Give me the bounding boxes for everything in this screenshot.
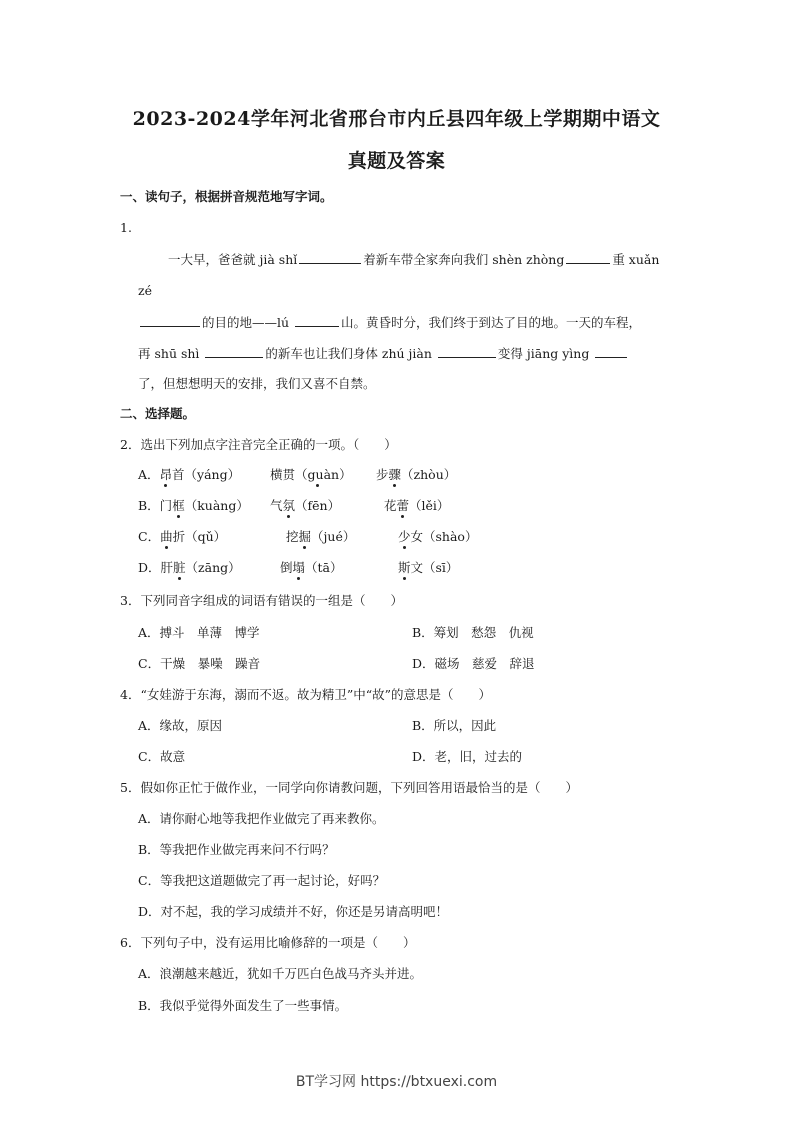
q2-option-d-item2: 倒塌（tā） bbox=[280, 560, 343, 575]
q2-option-b[interactable]: B．门框（kuàng） bbox=[138, 498, 249, 513]
q4-option-d[interactable]: D．老，旧，过去的 bbox=[412, 749, 523, 764]
q3-option-c[interactable]: C．干燥 暴噪 躁音 bbox=[138, 656, 261, 671]
q2-option-b-item3: 花蕾（lěi） bbox=[384, 498, 450, 513]
q3-option-b[interactable]: B．筹划 愁怨 仇视 bbox=[412, 625, 534, 640]
q1-text: 重 xuǎn bbox=[612, 252, 660, 267]
question-2-stem: 2．选出下列加点字注音完全正确的一项。（ ） bbox=[120, 437, 397, 452]
question-1-number: 1. bbox=[120, 220, 132, 235]
question-6-stem: 6．下列句子中，没有运用比喻修辞的一项是（ ） bbox=[120, 935, 416, 950]
q2-option-d-item3: 斯文（sī） bbox=[398, 560, 459, 575]
q3-option-a[interactable]: A．搏斗 单薄 博学 bbox=[138, 625, 260, 640]
answer-blank[interactable] bbox=[299, 251, 361, 264]
answer-blank[interactable] bbox=[438, 345, 496, 358]
section1-heading: 一、读句子，根据拼音规范地写字词。 bbox=[120, 189, 333, 204]
q4-option-c[interactable]: C．故意 bbox=[138, 749, 186, 764]
answer-blank[interactable] bbox=[566, 251, 610, 264]
answer-blank[interactable] bbox=[205, 345, 263, 358]
q1-text: 的新车也让我们身体 zhú jiàn bbox=[265, 346, 432, 361]
q2-option-a[interactable]: A．昂首（yáng） bbox=[138, 467, 241, 482]
q3-option-d[interactable]: D．磁场 慈爱 辞退 bbox=[412, 656, 535, 671]
q4-option-a[interactable]: A．缘故，原因 bbox=[138, 718, 223, 733]
q1-paragraph-line1b: zé bbox=[138, 283, 152, 298]
section2-heading: 二、选择题。 bbox=[120, 406, 196, 421]
answer-blank[interactable] bbox=[595, 345, 627, 358]
answer-blank[interactable] bbox=[295, 314, 339, 327]
q2-option-c[interactable]: C．曲折（qǔ） bbox=[138, 529, 227, 544]
q5-option-a[interactable]: A．请你耐心地等我把作业做完了再来教你。 bbox=[138, 811, 385, 826]
page-title-line2: 真题及答案 bbox=[347, 150, 446, 172]
question-5-stem: 5．假如你正忙于做作业，一同学向你请教问题，下列回答用语最恰当的是（ ） bbox=[120, 780, 578, 795]
q2-option-b-item2: 气氛（fēn） bbox=[270, 498, 341, 513]
q6-option-a[interactable]: A．浪潮越来越近，犹如千万匹白色战马齐头并进。 bbox=[138, 966, 423, 981]
q4-option-b[interactable]: B．所以，因此 bbox=[412, 718, 497, 733]
q1-text: 山。黄昏时分，我们终于到达了目的地。一天的车程， bbox=[341, 315, 642, 330]
q6-option-b[interactable]: B．我似乎觉得外面发生了一些事情。 bbox=[138, 998, 348, 1013]
q2-option-a-item3: 步骤（zhòu） bbox=[376, 467, 457, 482]
q1-paragraph-line3 bbox=[138, 345, 629, 362]
page-title-line1: 2023-2024学年河北省邢台市内丘县四年级上学期期中语文 bbox=[132, 108, 661, 130]
q2-option-a-item2: 横贯（guàn） bbox=[270, 467, 352, 482]
q1-text: 再 shū shì bbox=[138, 346, 200, 361]
q1-paragraph-line4: 了，但想想明天的安排，我们又喜不自禁。 bbox=[138, 376, 376, 391]
q1-text: 着新车带全家奔向我们 shèn zhòng bbox=[363, 252, 565, 267]
q5-option-d[interactable]: D．对不起，我的学习成绩并不好，你还是另请高明吧！ bbox=[138, 904, 449, 919]
q5-option-b[interactable]: B．等我把作业做完再来问不行吗？ bbox=[138, 842, 335, 857]
q1-text: 一大早，爸爸就 jià shǐ bbox=[168, 252, 298, 267]
q1-paragraph-line1 bbox=[168, 251, 659, 268]
question-3-stem: 3．下列同音字组成的词语有错误的一组是（ ） bbox=[120, 593, 403, 608]
q2-option-c-item2: 挖掘（jué） bbox=[286, 529, 356, 544]
question-4-stem: 4．“女娃游于东海，溺而不返。故为精卫”中“故”的意思是（ ） bbox=[120, 687, 492, 702]
q2-option-c-item3: 少女（shào） bbox=[398, 529, 478, 544]
q1-text: 变得 jiāng yìng bbox=[497, 346, 590, 361]
q5-option-c[interactable]: C．等我把这道题做完了再一起讨论，好吗？ bbox=[138, 873, 386, 888]
footer-watermark: BT学习网 https://btxuexi.com bbox=[295, 1074, 498, 1090]
q2-option-d[interactable]: D．肝脏（zāng） bbox=[138, 560, 241, 575]
q1-text: 的目的地——lú bbox=[202, 315, 290, 330]
answer-blank[interactable] bbox=[140, 314, 200, 327]
q1-paragraph-line2 bbox=[138, 314, 641, 331]
